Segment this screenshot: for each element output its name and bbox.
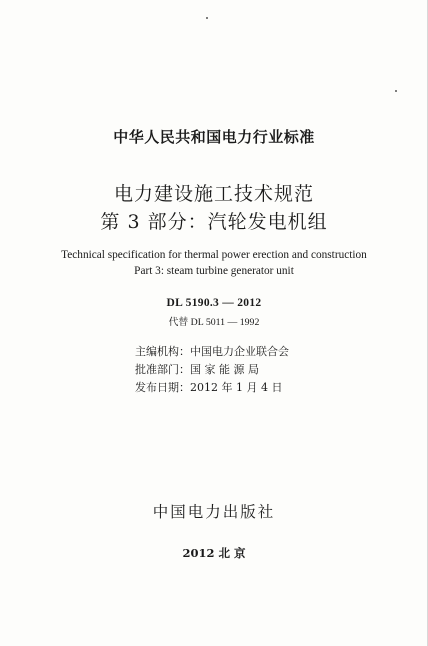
scan-speck <box>206 17 208 19</box>
release-date-line: 发布日期：2012 年 1 月 4 日 <box>135 381 283 394</box>
english-title-line-1: Technical specification for thermal power erection and construction <box>61 249 367 261</box>
english-title-line-2: Part 3: steam turbine generator unit <box>134 265 294 277</box>
chinese-title-line-1: 电力建设施工技术规范 <box>113 183 314 205</box>
compiler-line: 主编机构：中国电力企业联合会 <box>135 345 289 358</box>
publisher-name: 中国电力出版社 <box>152 503 276 521</box>
scan-speck <box>395 90 397 92</box>
publication-year-place: 2012 北 京 <box>182 546 246 560</box>
replaced-standard: 代替 DL 5011 — 1992 <box>168 317 260 328</box>
approver-line: 批准部门：国 家 能 源 局 <box>135 363 259 376</box>
chinese-title-line-2: 第 3 部分：汽轮发电机组 <box>100 211 328 233</box>
standard-number: DL 5190.3 — 2012 <box>166 297 262 309</box>
publication-info <box>135 343 335 397</box>
series-title: 中华人民共和国电力行业标准 <box>113 128 315 146</box>
